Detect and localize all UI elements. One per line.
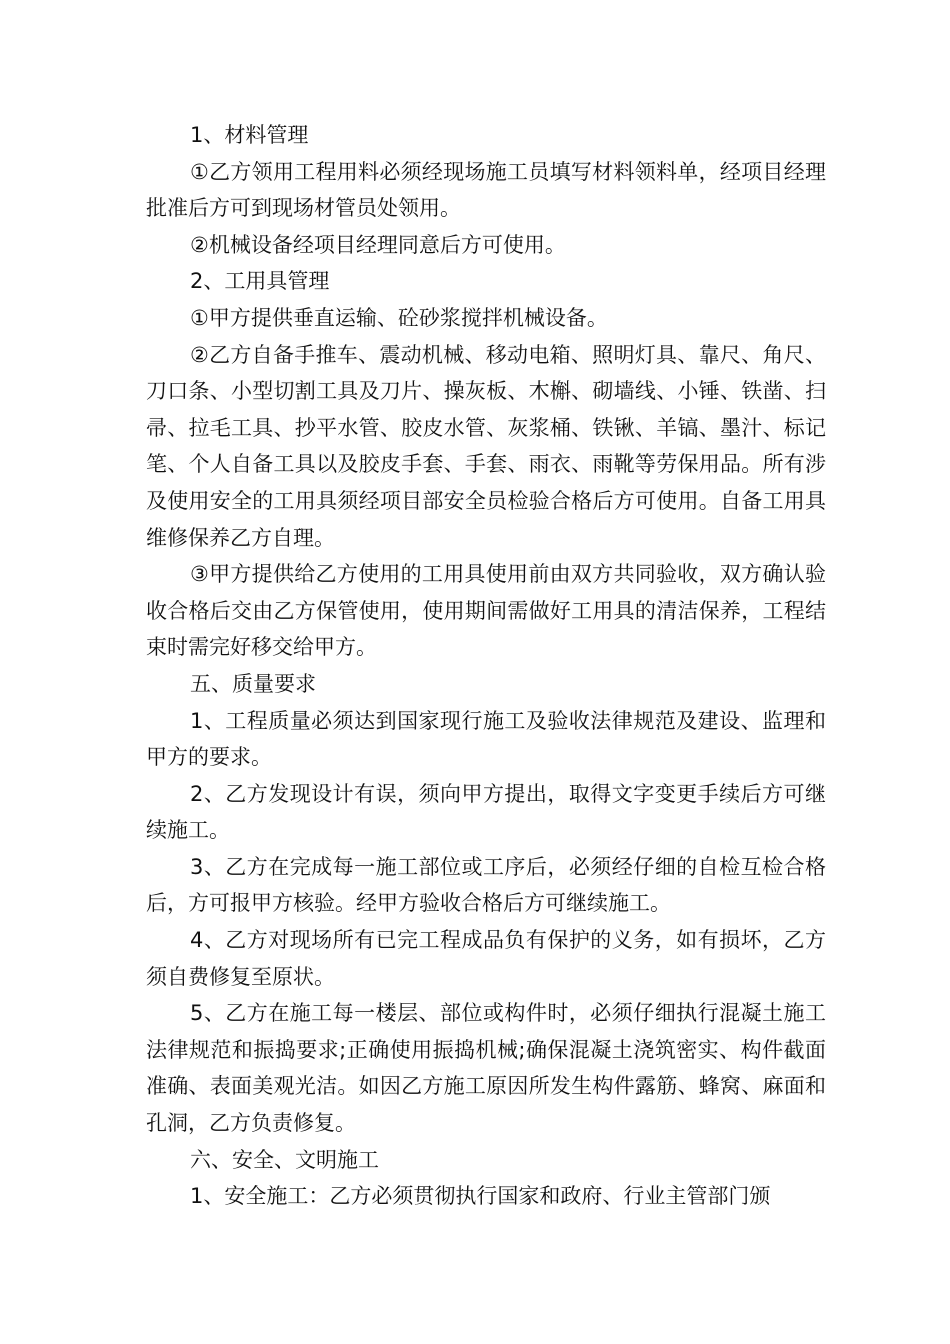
paragraph-party-a-equipment: ①甲方提供垂直运输、砼砂浆搅拌机械设备。 xyxy=(190,305,608,330)
paragraph-design-error: 2、乙方发现设计有误，须向甲方提出，取得文字变更手续后方可继续施工。 xyxy=(146,781,826,843)
heading-quality-requirements: 五、质量要求 xyxy=(190,671,316,696)
paragraph-safety-construction: 1、安全施工：乙方必须贯彻执行国家和政府、行业主管部门颁 xyxy=(190,1184,771,1209)
paragraph-material-requisition: ①乙方领用工程用料必须经现场施工员填写材料领料单，经项目经理批准后方可到现场材管员处领用。 xyxy=(146,159,826,221)
document-body xyxy=(146,117,826,1215)
paragraph-machinery-approval: ②机械设备经项目经理同意后方可使用。 xyxy=(190,232,566,257)
paragraph-self-inspection: 3、乙方在完成每一施工部位或工序后，必须经仔细的自检互检合格后，方可报甲方核验。经甲方验收合格后方可继续施工。 xyxy=(146,854,826,916)
heading-material-management: 1、材料管理 xyxy=(190,123,309,147)
paragraph-tool-acceptance: ③甲方提供给乙方使用的工用具使用前由双方共同验收，双方确认验收合格后交由乙方保管使用，使用期间需做好工用具的清洁保养，工程结束时需完好移交给甲方。 xyxy=(146,562,826,660)
heading-safety-civilized-construction: 六、安全、文明施工 xyxy=(190,1147,379,1172)
paragraph-party-b-tools: ②乙方自备手推车、震动机械、移动电箱、照明灯具、靠尺、角尺、刀口条、小型切割工具及刀片、操灰板、木槲、砌墙线、小锤、铁凿、扫帚、拉毛工具、抄平水管、胶皮水管、灰浆桶、铁锹、羊镐、墨汁、标记笔、个人自备工具以及胶皮手套、手套、雨衣、雨靴等劳保用品。所有涉及使用安全的工用具须经项目部安全员检验合格后方可使用。自备工用具维修保养乙方自理。 xyxy=(146,342,826,550)
paragraph-quality-standard: 1、工程质量必须达到国家现行施工及验收法律规范及建设、监理和甲方的要求。 xyxy=(146,708,826,770)
paragraph-product-protection: 4、乙方对现场所有已完工程成品负有保护的义务，如有损坏，乙方须自费修复至原状。 xyxy=(146,928,826,989)
heading-tool-management: 2、工用具管理 xyxy=(190,269,330,294)
paragraph-concrete-vibration: 5、乙方在施工每一楼层、部位或构件时，必须仔细执行混凝土施工法律规范和振捣要求;正确使用振捣机械;确保混凝土浇筑密实、构件截面准确、表面美观光洁。如因乙方施工原因所发生构件露筋、蜂窝、麻面和孔洞，乙方负责修复。 xyxy=(146,1001,826,1136)
